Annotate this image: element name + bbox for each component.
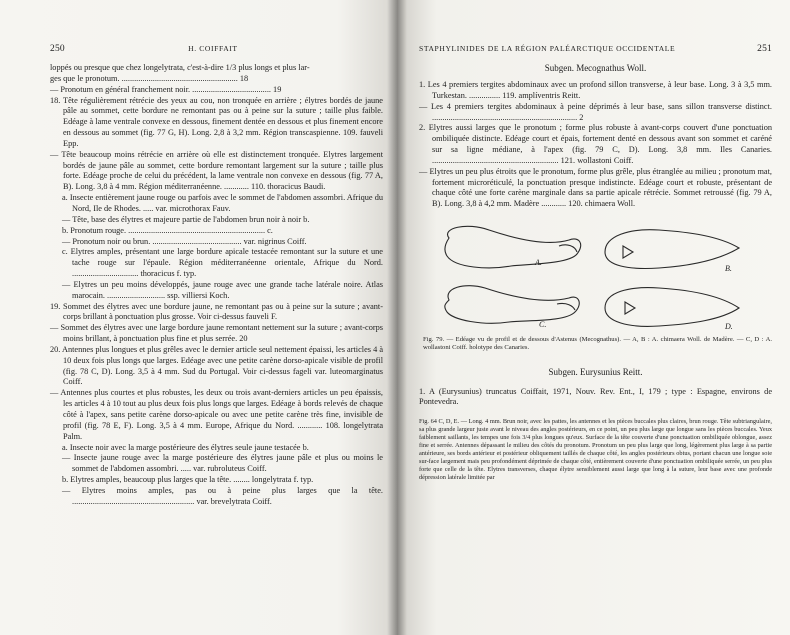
figure-label-a: A. — [535, 258, 542, 268]
key-couplet: — Antennes plus courtes et plus robustes, les deux ou trois avant-derniers articles un peu épaissis, les articles 4 à 10 tout au plus deux fois plus longs que larges. Edéage à bords relevés de chaque côté à l'apex, sans petite carène dorso-apicale ou avec une petite carène très fine, invisible de profil (fig. 78 E, F). Long. 3,5 à 4 mm. Europe, Afrique du Nord. ............ 108. longelytrata Palm. — [50, 388, 383, 441]
figure-label-c: C. — [539, 320, 547, 330]
key-variety: b. Elytres amples, beaucoup plus larges que la tête. ........ longelytrata f. typ. — [62, 475, 314, 485]
right-page — [397, 0, 790, 635]
key-variety: b. Pronotum rouge. .................................................................. c. — [62, 225, 273, 235]
key-variety: — Tête, base des élytres et majeure partie de l'abdomen brun noir à noir b. — [62, 214, 310, 224]
key-variety: — Insecte jaune rouge avec la marge postérieure des élytres jaune pâle et plus ou moins le sommet de l'abdomen assombri. ..... var. rubroluteus Coiff. — [62, 453, 383, 474]
key-couplet: — Tête beaucoup moins rétrécie en arrière où elle est distinctement tronquée. Elytres largement bordés de jaune pâle au sommet, cette bordure remontant largement sur la suture ; taille plus forte. Edéage proche de celui du précédent, la lame ventrale non convexe en dessous (fig. 77 A, B). Long. 3,8 à 4 mm. Région méditerranéenne. ............ 110. thoracicus Baudi. — [50, 149, 383, 192]
figure-79 — [419, 216, 772, 334]
left-page-body — [50, 63, 383, 508]
text-line: — Pronotum en général franchement noir. ...................................... 19 — [50, 84, 282, 94]
right-running-head — [419, 44, 772, 55]
key-couplet: — Les 4 premiers tergites abdominaux à peine déprimés à leur base, sans sillon transverse distinct. ...................................................................... 2 — [419, 101, 772, 122]
key-variety: — Elytres un peu moins développés, jaune rouge avec une grande tache latérale noire. Atlas marocain. ............................ ssp. villiersi Koch. — [62, 279, 383, 300]
key-variety: — Elytres moins amples, pas ou à peine plus larges que la tête. ........................................................... var. brevelytrata Coiff. — [62, 485, 383, 506]
figure-caption: Fig. 79. — Edéage vu de profil et de dessous d'Astenus (Mecognathus). — A, B : A. chimaera Woll. de Madère. — C, D : A. wollastoni Coiff. holotype des Canaries. — [423, 336, 772, 352]
key-variety: — Pronotum noir ou brun. ........................................... var. nigrinus Coiff. — [62, 236, 307, 246]
key-couplet-2: 2. Elytres aussi larges que le pronotum ; forme plus robuste à avant-corps couvert d'une ponctuation ombiliquée distincte. Edéage court et épais, fortement denté en dessous avant son sommet et caréné sur sa ligne médiane, à l'apex (fig. 79 C, D). Long. 3,8 mm. Iles Canaries. ............................................................. 121. wollastoni Coiff. — [419, 123, 772, 165]
key-couplet-1: 1. Les 4 premiers tergites abdominaux avec un profond sillon transverse, à leur base. Long. 3 à 3,5 mm. Turkestan. ............... 119. amplíventris Reitt. — [419, 80, 772, 100]
text-line: loppés ou presque que chez longelytrata, c'est-à-dire 1/3 plus longs et plus lar- — [50, 63, 310, 72]
left-running-head — [50, 44, 383, 55]
key-variety: c. Elytres amples, présentant une large bordure apicale testacée remontant sur la suture et une tache rouge sur l'épaule. Région méditerranéenne orientale, Afrique du Nord. ................................ thoracicus f. typ. — [62, 247, 383, 279]
subgenus-heading-mecognathus: Subgen. Mecognathus Woll. — [544, 63, 647, 73]
species-entry: 1. A (Eurysunius) truncatus Coiffait, 1971, Nouv. Rev. Ent., I, 179 ; type : Espagne, environs de Pontevedra. — [419, 386, 772, 407]
key-couplet-20: 20. Antennes plus longues et plus grêles avec le dernier article seul nettement épaissi, les articles 4 à 10 deux fois plus longs que larges. Edéage avec une petite carène dorso-apicale visible de profil (fig. 78 C, D). Long. 3,5 à 4 mm. Sud du Portugal. Voir ci-dessus fageli var. luteomarginatus Coiff. — [50, 344, 383, 387]
key-couplet: — Elytres un peu plus étroits que le pronotum, forme plus grêle, plus étranglée au milieu ; pronotum mat, fortement microréticulé, la ponctuation presque indistincte. Edéage court et robuste, présentant de chaque côté une forte carène marginale dans sa partie apicale rétrécie. Sommet retroussé (fig. 79 A, B). Long. 3,8 à 4,2 mm. Madère ............ 120. chimaera Woll. — [419, 166, 772, 209]
key-variety: a. Insecte noir avec la marge postérieure des élytres seule jaune testacée b. — [62, 442, 309, 452]
key-couplet-18: 18. Tête régulièrement rétrécie des yeux au cou, non tronquée en arrière ; élytres bordés de jaune pâle au sommet, cette bordure ne remontant pas ou à peine sur la suture ; taille plus faible. Edéage à lame ventrale convexe en dessous, finement dentée en dessous et plus finement encore en dessous au sommet (fig. 77 G, H). Long. 2,8 à 3,2 mm. Région transcaspienne. 109. fauveli Epp. — [50, 95, 383, 148]
species-description: Fig. 64 C, D, E. — Long. 4 mm. Brun noir, avec les pattes, les antennes et les pièces buccales plus claires, brun rouge. Tête subtriangulaire, sa plus grande largeur juste avant le niveau des angles postérieurs, en ce point, un peu plus large que longue sans les pièces buccales. Yeux faiblement saillants, les tempes une fois 3/4 plus longues qu'eux. Surface de la tête couverte d'une ponctuation ombiliquée oblongue, assez fine et serrée. Antennes dépassant le milieu des côtés du pronotum. Pronotum un peu plus large que long, légèrement plus large à sa partie antérieure, ses bords antérieur et postérieur obliquement taillés de chaque côté, les angles postérieurs obtus, portant chacun une longue soie sur-face largement mais peu profondément déprimée de chaque côté, entièrement couverte d'une ponctuation ombiliquée serrée, un peu plus forte que celle de la tête. Elytres transverses, chaque élytre sensiblement aussi large que long à la suture, leur base avec une profonde dépression latérale limitée par — [419, 418, 772, 482]
right-running-title: STAPHYLINIDES DE LA RÉGION PALÉARCTIQUE OCCIDENTALE — [419, 44, 676, 53]
key-couplet-19: 19. Sommet des élytres avec une bordure jaune, ne remontant pas ou à peine sur la suture ; avant-corps brillant à ponctuation plus grosse. Voir ci-dessus fauveli F. — [50, 301, 383, 322]
right-page-body — [419, 80, 772, 210]
left-running-title: H. COIFFAIT — [188, 44, 238, 53]
aedeagus-drawings — [419, 216, 769, 334]
key-variety: a. Insecte entièrement jaune rouge ou parfois avec le sommet de l'abdomen assombri. Afrique du Nord, Ile de Rhodes. ..... var. microthorax Fauv. — [62, 193, 383, 213]
figure-label-d: D. — [725, 322, 733, 332]
figure-label-b: B. — [725, 264, 732, 274]
key-couplet: — Sommet des élytres avec une large bordure jaune remontant nettement sur la suture ; avant-corps moins brillant, à ponctuation plus fine et plus serrée. 20 — [50, 323, 383, 344]
left-page-number: 250 — [50, 44, 65, 54]
subgenus-heading-eurysunius: Subgen. Eurysunius Reitt. — [548, 366, 643, 377]
book-gutter — [387, 0, 407, 635]
text-line: ges que le pronotum. ........................................................ 18 — [50, 73, 249, 83]
right-page-number: 251 — [757, 44, 772, 54]
